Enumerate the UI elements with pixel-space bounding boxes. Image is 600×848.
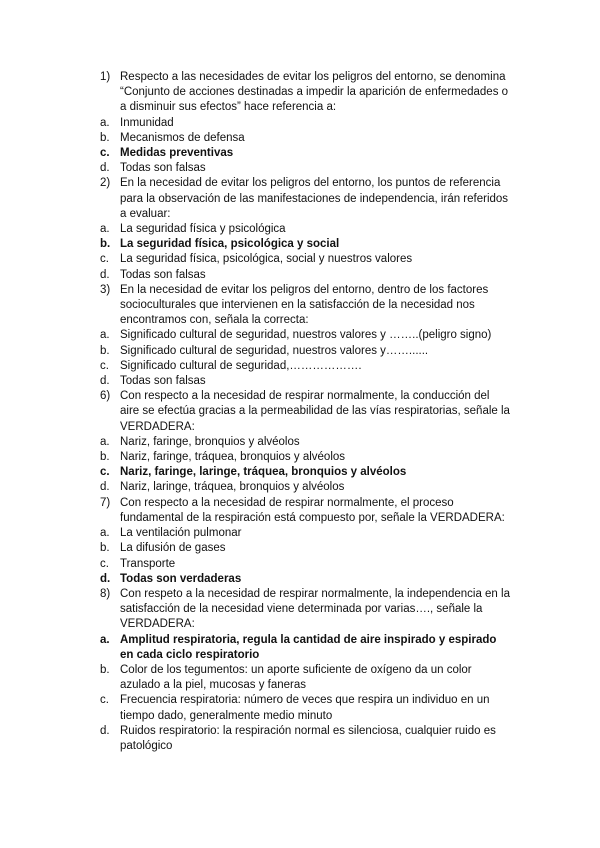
- option-text: Color de los tegumentos: un aporte suficiente de oxígeno da un color azulado a la piel, mucosas y faneras: [120, 663, 472, 692]
- option-text: Todas son falsas: [120, 162, 206, 175]
- option-text: Inmunidad: [120, 116, 174, 129]
- option-text: Todas son falsas: [120, 375, 206, 388]
- answer-options: [100, 116, 510, 177]
- option-letter: b.: [100, 238, 111, 251]
- option-text: Nariz, faringe, tráquea, bronquios y alvéolos: [120, 451, 346, 464]
- question-text: Con respeto a la necesidad de respirar normalmente, la independencia en la satisfacción de la necesidad viene determinada por varias…., señale la VERDADERA:: [120, 587, 510, 631]
- answer-option: [100, 480, 510, 495]
- question-item: [100, 176, 510, 282]
- option-text: Significado cultural de seguridad, nuestros valores y……......: [120, 344, 429, 357]
- answer-option-correct: [100, 465, 510, 480]
- option-text: Amplitud respiratoria, regula la cantidad de aire inspirado y espirado en cada ciclo respiratorio: [120, 633, 497, 661]
- question-item: [100, 70, 510, 176]
- option-text: La seguridad física, psicológica, social y nuestros valores: [120, 253, 413, 266]
- question-text: Respecto a las necesidades de evitar los peligros del entorno, se denomina “Conjunto de acciones destinadas a impedir la aparición de enfermedades o a disminuir sus efectos” hace referencia a:: [120, 71, 509, 114]
- question-stem: [100, 70, 510, 116]
- question-text: Con respecto a la necesidad de respirar normalmente, la conducción del aire se efectúa gracias a la permeabilidad de las vías respiratorias, señale la VERDADERA:: [120, 390, 510, 433]
- option-letter: d.: [100, 724, 110, 737]
- question-text: En la necesidad de evitar los peligros del entorno, los puntos de referencia para la observación de las manifestaciones de independencia, irán referidos a evaluar:: [120, 177, 509, 220]
- answer-option: [100, 663, 510, 693]
- answer-option: [100, 268, 510, 283]
- question-list: [100, 70, 510, 754]
- option-letter: a.: [100, 329, 110, 342]
- option-text: Mecanismos de defensa: [120, 131, 245, 144]
- option-letter: a.: [100, 633, 110, 646]
- option-letter: b.: [100, 663, 110, 676]
- answer-option: [100, 328, 510, 343]
- option-letter: a.: [100, 116, 110, 129]
- answer-options: [100, 435, 510, 496]
- answer-option: [100, 252, 510, 267]
- answer-option-correct: [100, 237, 510, 252]
- answer-option: [100, 557, 510, 572]
- answer-option: [100, 344, 510, 359]
- answer-option: [100, 435, 510, 450]
- option-letter: b.: [100, 542, 110, 555]
- question-number: 6): [100, 390, 111, 403]
- option-letter: c.: [100, 694, 109, 707]
- option-text: La ventilación pulmonar: [120, 527, 242, 540]
- option-text: La seguridad física y psicológica: [120, 223, 286, 236]
- option-text: Nariz, faringe, bronquios y alvéolos: [120, 435, 300, 448]
- option-letter: b.: [100, 131, 110, 144]
- answer-option: [100, 541, 510, 556]
- answer-options: [100, 328, 510, 389]
- option-letter: d.: [100, 481, 110, 494]
- question-item: [100, 496, 510, 587]
- option-text: La seguridad física, psicológica y social: [120, 238, 340, 251]
- answer-option: [100, 374, 510, 389]
- question-stem: [100, 283, 510, 329]
- option-letter: d.: [100, 572, 111, 585]
- option-letter: d.: [100, 268, 110, 281]
- option-text: Ruidos respiratorio: la respiración normal es silenciosa, cualquier ruido es patológico: [120, 724, 496, 752]
- option-letter: a.: [100, 527, 110, 540]
- question-number: 2): [100, 177, 111, 190]
- question-number: 3): [100, 283, 111, 296]
- answer-options: [100, 633, 510, 755]
- option-text: Nariz, faringe, laringe, tráquea, bronquios y alvéolos: [120, 466, 407, 479]
- question-stem: [100, 496, 510, 526]
- answer-option-correct: [100, 572, 510, 587]
- option-text: Significado cultural de seguridad, nuestros valores y ……..(peligro signo): [120, 329, 492, 342]
- option-text: La difusión de gases: [120, 542, 226, 555]
- option-letter: c.: [100, 147, 110, 160]
- question-item: [100, 587, 510, 754]
- question-number: 7): [100, 496, 111, 509]
- option-letter: c.: [100, 466, 110, 479]
- option-letter: a.: [100, 435, 110, 448]
- option-text: Todas son verdaderas: [120, 572, 242, 585]
- answer-option-correct: [100, 146, 510, 161]
- question-stem: [100, 587, 510, 633]
- answer-options: [100, 222, 510, 283]
- question-stem: [100, 176, 510, 222]
- answer-option: [100, 450, 510, 465]
- question-item: [100, 283, 510, 389]
- option-letter: b.: [100, 344, 110, 357]
- option-letter: d.: [100, 162, 110, 175]
- option-text: Nariz, laringe, tráquea, bronquios y alvéolos: [120, 481, 345, 494]
- answer-option: [100, 359, 510, 374]
- answer-option: [100, 693, 510, 723]
- question-text: Con respecto a la necesidad de respirar normalmente, el proceso fundamental de la respiración está compuesto por, señale la VERDADERA:: [120, 496, 505, 524]
- question-item: [100, 389, 510, 495]
- question-number: 8): [100, 587, 111, 600]
- option-letter: b.: [100, 451, 110, 464]
- option-text: Frecuencia respiratoria: número de veces que respira un individuo en un tiempo dado, generalmente medio minuto: [120, 694, 490, 722]
- option-text: Transporte: [120, 557, 176, 570]
- answer-option: [100, 131, 510, 146]
- question-text: En la necesidad de evitar los peligros del entorno, dentro de los factores socioculturales que intervienen en la satisfacción de la necesidad nos encontramos con, señala la correcta:: [120, 283, 489, 327]
- answer-option: [100, 116, 510, 131]
- option-text: Todas son falsas: [120, 268, 206, 281]
- question-number: 1): [100, 71, 111, 83]
- answer-option: [100, 526, 510, 541]
- option-letter: c.: [100, 557, 109, 570]
- option-text: Medidas preventivas: [120, 147, 234, 160]
- answer-option-correct: [100, 633, 510, 663]
- question-stem: [100, 389, 510, 435]
- answer-option: [100, 222, 510, 237]
- option-letter: c.: [100, 359, 109, 372]
- option-letter: a.: [100, 223, 110, 236]
- answer-options: [100, 526, 510, 587]
- option-letter: d.: [100, 375, 110, 388]
- option-text: Significado cultural de seguridad,……………….: [120, 359, 362, 372]
- option-letter: c.: [100, 253, 109, 266]
- answer-option: [100, 724, 510, 754]
- answer-option: [100, 161, 510, 176]
